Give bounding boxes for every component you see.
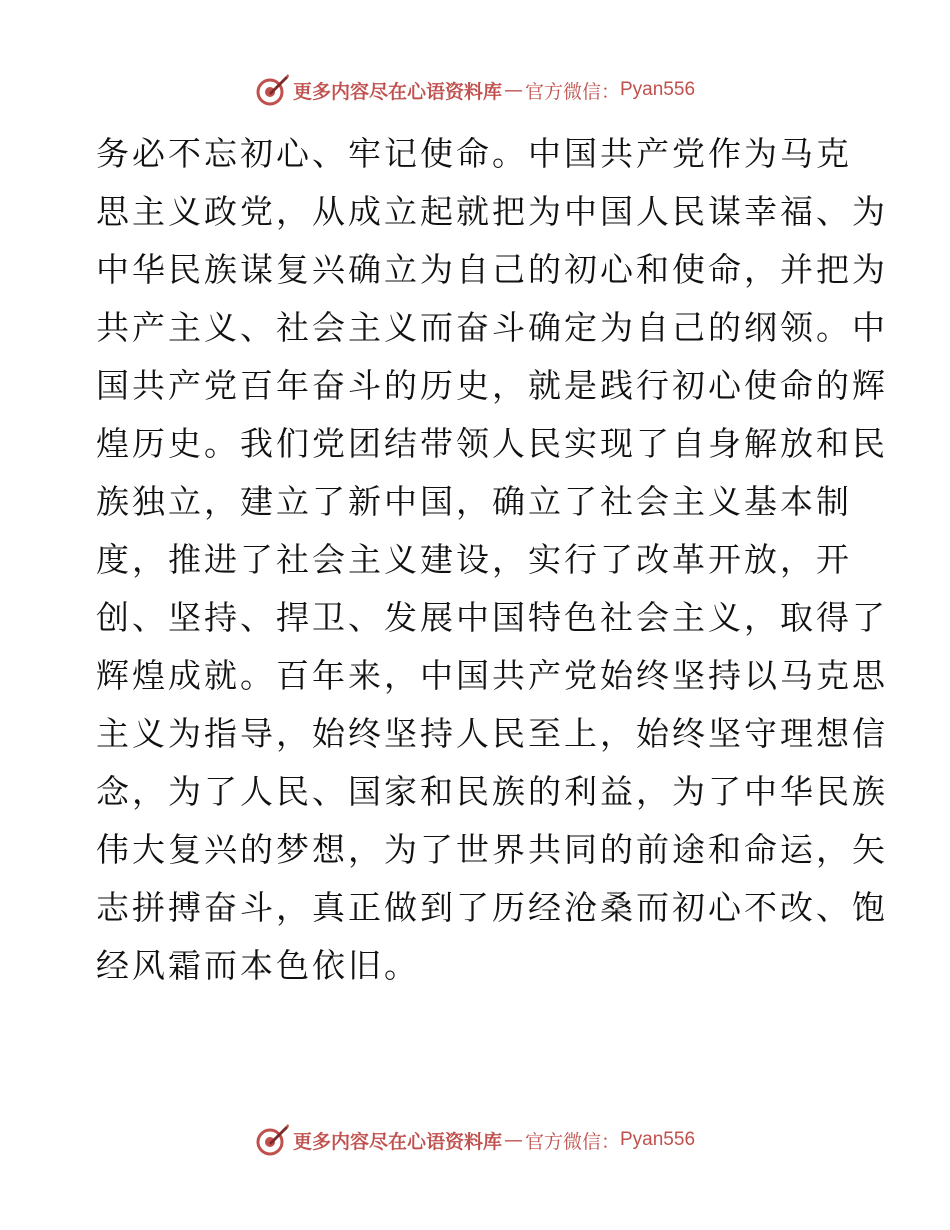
body-line: 伟大复兴的梦想，为了世界共同的前途和命运，矢 — [96, 830, 888, 869]
quill-seal-icon — [255, 73, 289, 107]
body-line: 煌历史。我们党团结带领人民实现了自身解放和民 — [96, 424, 888, 463]
header-wechat-label: 官方微信： — [524, 80, 620, 103]
body-line: 国共产党百年奋斗的历史，就是践行初心使命的辉 — [96, 366, 888, 405]
footer-main-text: 更多内容尽在心语资料库 — [292, 1130, 502, 1153]
body-line: 务必不忘初心、牢记使命。中国共产党作为马克 — [96, 134, 852, 173]
body-line: 族独立，建立了新中国，确立了社会主义基本制 — [96, 482, 852, 521]
body-line: 念，为了人民、国家和民族的利益，为了中华民族 — [96, 772, 888, 811]
body-line: 中华民族谋复兴确立为自己的初心和使命，并把为 — [96, 250, 888, 289]
header-separator: — — [503, 79, 523, 101]
header-wechat-id: Pyan556 — [620, 79, 696, 100]
footer-banner — [0, 1120, 950, 1160]
body-line: 志拼搏奋斗，真正做到了历经沧桑而初心不改、饱 — [96, 888, 888, 927]
header-banner — [0, 70, 950, 110]
body-line: 主义为指导，始终坚持人民至上，始终坚守理想信 — [96, 714, 888, 753]
quill-seal-icon — [255, 1123, 289, 1157]
footer-separator: — — [503, 1129, 523, 1151]
footer-wechat-id: Pyan556 — [620, 1129, 696, 1150]
footer-wechat-label: 官方微信： — [524, 1130, 620, 1153]
body-line: 经风霜而本色依旧。 — [96, 946, 420, 985]
document-body — [96, 125, 888, 995]
header-main-text: 更多内容尽在心语资料库 — [292, 80, 502, 103]
body-line: 共产主义、社会主义而奋斗确定为自己的纲领。中 — [96, 308, 888, 347]
body-line: 辉煌成就。百年来，中国共产党始终坚持以马克思 — [96, 656, 888, 695]
body-line: 思主义政党，从成立起就把为中国人民谋幸福、为 — [96, 192, 888, 231]
footer-banner-text — [293, 1127, 695, 1154]
body-line: 度，推进了社会主义建设，实行了改革开放，开 — [96, 540, 852, 579]
header-banner-text — [293, 77, 695, 104]
body-line: 创、坚持、捍卫、发展中国特色社会主义，取得了 — [96, 598, 888, 637]
